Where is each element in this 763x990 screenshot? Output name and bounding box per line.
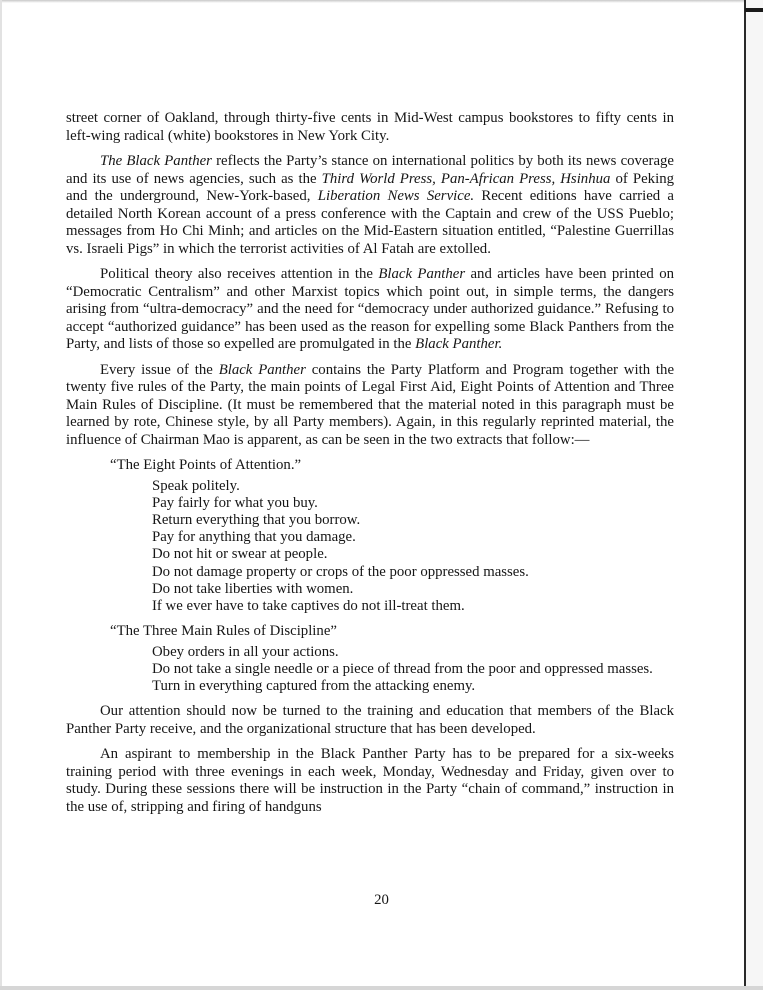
paragraph-3-text-2: and articles have been printed on “Democratic Centralism” and other Marxist topics which point out, in simple terms, the dangers arising from “ultra-democracy” and the need for “democracy under authorized guidance.” Refusing to accept “authorized guidance” has been used as the reason for expelling some Black Panthers from the Party, and lists of those so expelled are promulgated in the <box>66 266 674 352</box>
paragraph-4-text-1: Every issue of the <box>100 361 219 378</box>
paragraph-1: street corner of Oakland, through thirty-five cents in Mid-West campus bookstores to fifty cents in left-wing radical (white) bookstores in New York City. <box>66 110 674 144</box>
publication-title: Black Panther <box>378 266 466 282</box>
paragraph-2-text-2: of Peking and the underground, New-York-based, <box>66 170 674 204</box>
publication-title: Black Panther. <box>415 336 503 352</box>
news-service-name: Liberation News Service. <box>317 188 475 204</box>
page-number: 20 <box>374 892 389 908</box>
publication-title: The Black Panther <box>100 153 212 169</box>
three-rules-heading: “The Three Main Rules of Discipline” <box>110 623 337 640</box>
paragraph-2 <box>66 153 674 258</box>
publication-title: Black Panther <box>218 361 306 378</box>
news-agencies: Third World Press, Pan-African Press, Hsinhua <box>321 170 611 187</box>
scan-margin-right <box>746 0 763 990</box>
list-item: Do not hit or swear at people. <box>152 546 328 563</box>
paragraph-3-text-1: Political theory also receives attention in the <box>100 266 379 282</box>
paragraph-2-text-3: Recent editions have carried a detailed North Korean account of a press conference with the Captain and crew of the USS Pueblo; messages from Ho Chi Minh; and articles on the Mid-Eastern situation entitled, “Palestine Guerrillas vs. Israeli Pigs” in which the terrorist activities of Al Fatah are extolled. <box>66 188 675 257</box>
list-item: Pay fairly for what you buy. <box>152 494 318 511</box>
paragraph-5: Our attention should now be turned to the training and education that members of the Black Panther Party receive, and the organizational structure that has been developed. <box>66 703 674 737</box>
list-item: Turn in everything captured from the attacking enemy. <box>152 678 476 695</box>
list-item: Do not damage property or crops of the poor oppressed masses. <box>152 563 529 580</box>
paragraph-4-text-2: contains the Party Platform and Program together with the twenty five rules of the Party, the main points of Legal First Aid, Eight Points of Attention and Three Main Rules of Discipline. (It must be remembered that the material noted in this paragraph must be learned by rote, Chinese style, by all Party members). Again, in this regularly reprinted material, the influence of Chairman Mao is apparent, as can be seen in the two extracts that follow:— <box>66 361 675 448</box>
paragraph-6: An aspirant to membership in the Black Panther Party has to be prepared for a six-weeks training period with three evenings in each week, Monday, Wednesday and Friday, given over to study. During these sessions there will be instruction in the Party “chain of command,” instruction in the use of, stripping and firing of handguns <box>66 746 674 815</box>
list-item: Do not take liberties with women. <box>152 580 354 597</box>
list-item: Speak politely. <box>152 477 240 494</box>
document-body <box>66 110 674 824</box>
scan-edge-left <box>0 0 2 990</box>
list-item: Pay for anything that you damage. <box>152 529 356 546</box>
eight-points-list <box>152 478 674 616</box>
scan-mark <box>745 8 763 12</box>
list-item: Return everything that you borrow. <box>152 511 361 528</box>
paragraph-2-text-1: reflects the Party’s stance on international politics by both its news coverage and its use of news agencies, such as the <box>66 153 674 187</box>
scan-edge-bottom <box>0 986 763 990</box>
scan-edge-top <box>0 0 763 3</box>
list-item: Obey orders in all your actions. <box>152 643 339 660</box>
three-rules-list <box>152 644 674 696</box>
list-item: If we ever have to take captives do not ill-treat them. <box>152 597 465 614</box>
paragraph-3 <box>66 266 674 354</box>
eight-points-heading: “The Eight Points of Attention.” <box>110 457 302 473</box>
paragraph-4 <box>66 362 674 450</box>
list-item: Do not take a single needle or a piece of thread from the poor and oppressed masses. <box>152 660 653 677</box>
